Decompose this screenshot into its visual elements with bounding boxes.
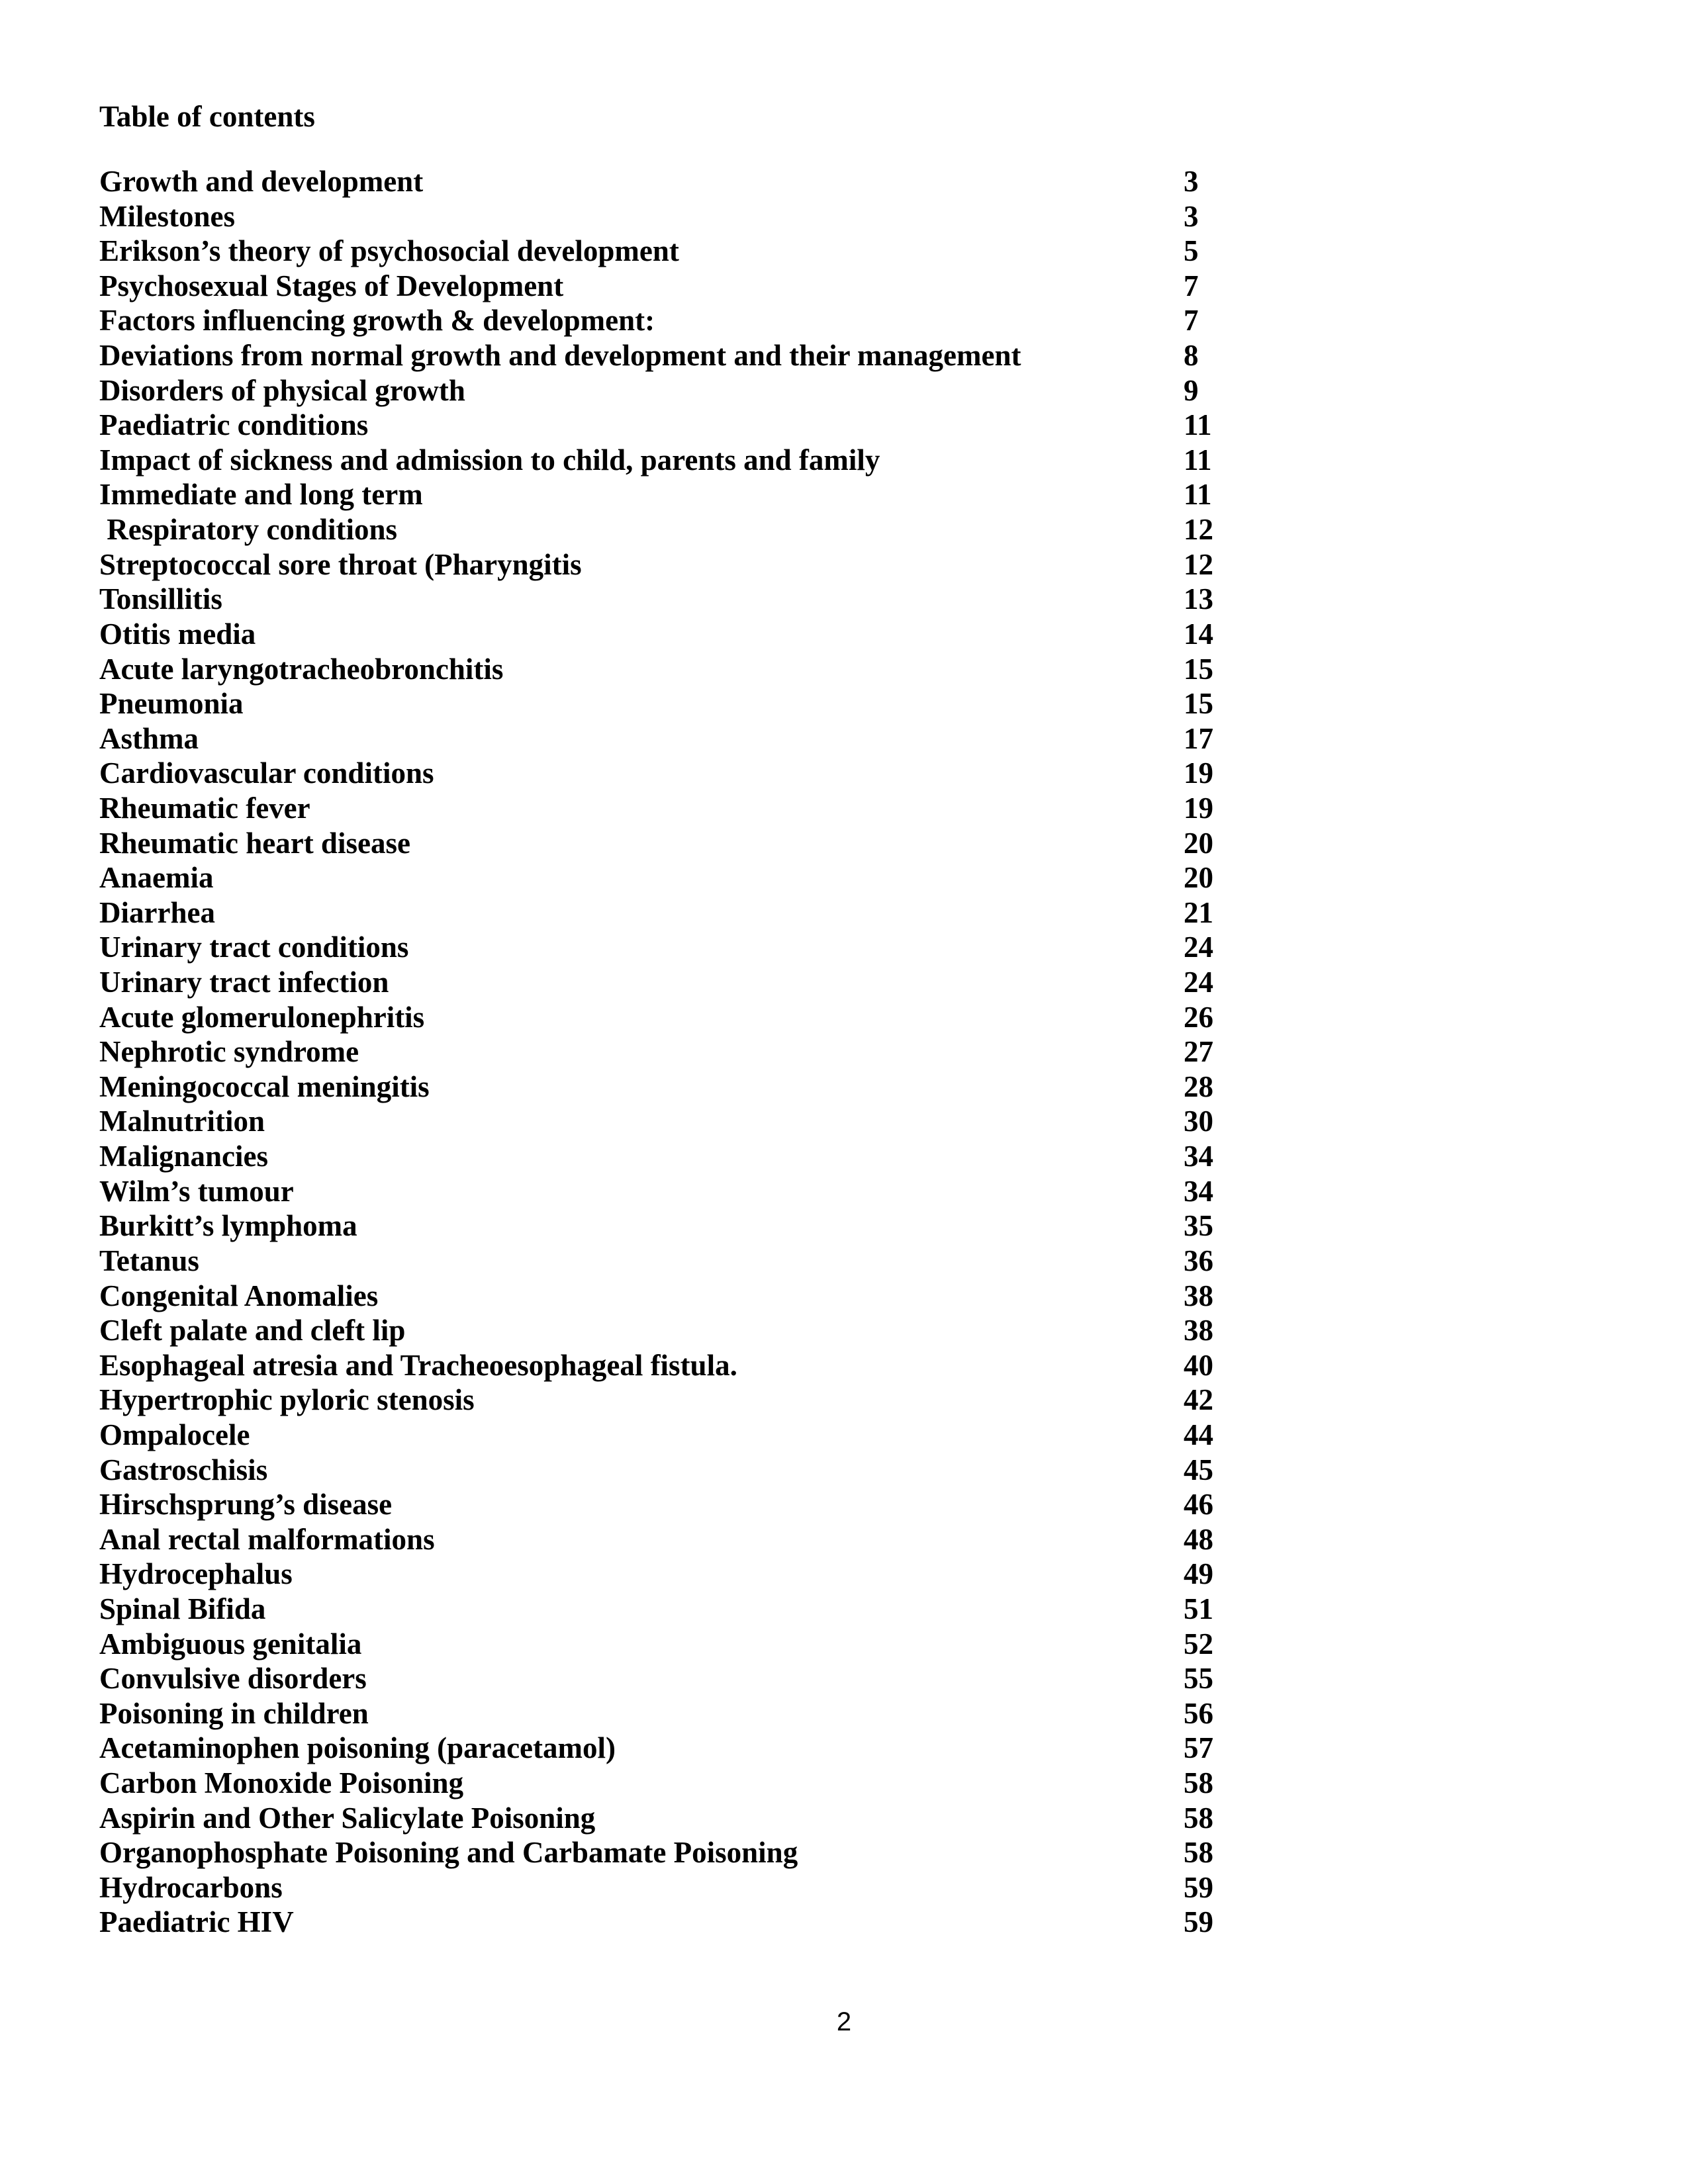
toc-entry-page-number: 44 [1184, 1418, 1213, 1451]
toc-entry [99, 1104, 1238, 1139]
toc-entry-page-number: 19 [1184, 756, 1213, 790]
toc-entry [99, 1000, 1238, 1035]
toc-entry [99, 1801, 1238, 1836]
toc-entry [99, 826, 1238, 861]
toc-entry-page-number: 55 [1184, 1662, 1213, 1696]
toc-entry-page-number: 3 [1184, 165, 1199, 198]
toc-entry [99, 1592, 1238, 1627]
toc-entry-title: Malignancies [99, 1140, 268, 1173]
toc-entry [99, 408, 1238, 443]
toc-entry [99, 582, 1238, 617]
toc-entry [99, 930, 1238, 965]
toc-entry-title: Esophageal atresia and Tracheoesophageal fistula. [99, 1348, 737, 1382]
toc-entry-title: Meningococcal meningitis [99, 1069, 430, 1103]
toc-entry-title: Streptococcal sore throat (Pharyngitis [99, 547, 582, 581]
toc-entry-title: Urinary tract infection [99, 966, 389, 999]
toc-entry-page-number: 15 [1184, 687, 1213, 721]
toc-entry-page-number: 12 [1184, 547, 1213, 581]
toc-entry-title: Impact of sickness and admission to child, parents and family [99, 443, 880, 477]
toc-entry-title: Hirschsprung’s disease [99, 1488, 393, 1522]
toc-entry-title: Carbon Monoxide Poisoning [99, 1766, 464, 1800]
toc-entry-title: Respiratory conditions [99, 513, 397, 547]
toc-entry [99, 1174, 1238, 1209]
toc-entry-page-number: 11 [1184, 408, 1212, 442]
toc-entry [99, 1487, 1238, 1522]
toc-entry-title: Burkitt’s lymphoma [99, 1209, 357, 1243]
toc-entry-page-number: 9 [1184, 373, 1199, 407]
toc-entry-title: Acute glomerulonephritis [99, 1000, 425, 1034]
toc-entry-page-number: 7 [1184, 269, 1199, 302]
toc-entry-title: Psychosexual Stages of Development [99, 269, 564, 302]
toc-entry [99, 860, 1238, 895]
toc-entry-title: Tonsillitis [99, 582, 222, 616]
toc-entry [99, 965, 1238, 1000]
toc-entry-title: Poisoning in children [99, 1696, 369, 1730]
toc-entry-page-number: 13 [1184, 582, 1213, 616]
toc-entry-title: Rheumatic fever [99, 791, 310, 825]
toc-entry-page-number: 51 [1184, 1592, 1213, 1625]
toc-entry [99, 1034, 1238, 1069]
toc-entry-page-number: 5 [1184, 234, 1199, 268]
toc-entry-page-number: 17 [1184, 721, 1213, 755]
toc-entry-title: Aspirin and Other Salicylate Poisoning [99, 1801, 596, 1835]
toc-entry-page-number: 19 [1184, 791, 1213, 825]
toc-entry [99, 1313, 1238, 1348]
toc-entry-title: Paediatric conditions [99, 408, 369, 442]
toc-entry [99, 1279, 1238, 1314]
toc-entry-page-number: 21 [1184, 895, 1213, 929]
toc-entry-title: Paediatric HIV [99, 1905, 294, 1939]
toc-entry-page-number: 20 [1184, 826, 1213, 860]
toc-entry [99, 338, 1238, 373]
toc-entry-title: Congenital Anomalies [99, 1279, 379, 1312]
toc-entry [99, 1383, 1238, 1418]
toc-entry-page-number: 14 [1184, 617, 1213, 651]
toc-entry-page-number: 48 [1184, 1522, 1213, 1556]
toc-entry-title: Urinary tract conditions [99, 931, 409, 964]
toc-entry-page-number: 40 [1184, 1348, 1213, 1382]
toc-entry-page-number: 57 [1184, 1731, 1213, 1765]
toc-entry [99, 1522, 1238, 1557]
toc-entry-title: Spinal Bifida [99, 1592, 266, 1625]
toc-entry-page-number: 28 [1184, 1069, 1213, 1103]
toc-entry [99, 164, 1238, 199]
toc-entry [99, 1870, 1238, 1905]
toc-entry [99, 1557, 1238, 1592]
toc-entry [99, 1731, 1238, 1766]
page-number: 2 [836, 2007, 852, 2036]
toc-entry [99, 234, 1238, 269]
toc-entry-page-number: 26 [1184, 1000, 1213, 1034]
toc-entry-page-number: 45 [1184, 1453, 1213, 1486]
toc-entry-page-number: 24 [1184, 966, 1213, 999]
toc-entry-title: Gastroschisis [99, 1453, 268, 1486]
toc-entry [99, 1696, 1238, 1731]
toc-entry-title: Pneumonia [99, 687, 244, 721]
toc-entry-title: Milestones [99, 199, 235, 233]
toc-entry-title: Cleft palate and cleft lip [99, 1314, 406, 1347]
toc-entry-page-number: 58 [1184, 1836, 1213, 1870]
toc-heading: Table of contents [99, 100, 315, 133]
toc-entry [99, 791, 1238, 826]
toc-entry [99, 303, 1238, 338]
toc-entry [99, 1208, 1238, 1244]
toc-entry-title: Otitis media [99, 617, 256, 651]
toc-entry-page-number: 15 [1184, 652, 1213, 686]
toc-entry-title: Ambiguous genitalia [99, 1627, 362, 1661]
toc-entry [99, 895, 1238, 931]
toc-entry [99, 652, 1238, 687]
toc-entry [99, 1139, 1238, 1174]
toc-entry-page-number: 58 [1184, 1801, 1213, 1835]
toc-entry-title: Acetaminophen poisoning (paracetamol) [99, 1731, 616, 1765]
toc-entry-page-number: 11 [1184, 443, 1212, 477]
toc-entry-title: Wilm’s tumour [99, 1174, 294, 1208]
toc-entry [99, 477, 1238, 512]
toc-entry-page-number: 34 [1184, 1140, 1213, 1173]
toc-entry-title: Convulsive disorders [99, 1662, 367, 1696]
toc-entry-title: Acute laryngotracheobronchitis [99, 652, 504, 686]
toc-entry [99, 1661, 1238, 1696]
toc-entry-title: Hypertrophic pyloric stenosis [99, 1383, 475, 1417]
toc-entry-title: Disorders of physical growth [99, 373, 465, 407]
toc-entry-title: Growth and development [99, 165, 424, 198]
toc-entry-title: Hydrocarbons [99, 1870, 283, 1904]
toc-entry-page-number: 8 [1184, 339, 1199, 373]
toc-entry [99, 547, 1238, 582]
toc-entry-page-number: 58 [1184, 1766, 1213, 1800]
toc-entry [99, 686, 1238, 721]
toc-entry-page-number: 59 [1184, 1905, 1213, 1939]
toc-entry-title: Erikson’s theory of psychosocial development [99, 234, 679, 268]
toc-entry-title: Anal rectal malformations [99, 1522, 435, 1556]
toc-entry-page-number: 3 [1184, 199, 1199, 233]
toc-entry-page-number: 7 [1184, 304, 1199, 338]
toc-entry-title: Organophosphate Poisoning and Carbamate Poisoning [99, 1836, 798, 1870]
toc-entry [99, 1418, 1238, 1453]
toc-entry-page-number: 38 [1184, 1314, 1213, 1347]
toc-entry-page-number: 30 [1184, 1105, 1213, 1138]
toc-entry-page-number: 27 [1184, 1035, 1213, 1069]
toc-entry-title: Rheumatic heart disease [99, 826, 410, 860]
toc-entry-title: Tetanus [99, 1244, 199, 1277]
toc-entry-title: Asthma [99, 721, 199, 755]
toc-list [99, 164, 1238, 1940]
toc-entry [99, 512, 1238, 547]
toc-entry-title: Factors influencing growth & development: [99, 304, 655, 338]
toc-entry-page-number: 42 [1184, 1383, 1213, 1417]
toc-entry [99, 443, 1238, 478]
toc-entry [99, 1244, 1238, 1279]
toc-entry-page-number: 56 [1184, 1696, 1213, 1730]
toc-entry [99, 756, 1238, 791]
toc-entry [99, 1453, 1238, 1488]
toc-entry-page-number: 59 [1184, 1870, 1213, 1904]
toc-entry-title: Anaemia [99, 861, 214, 895]
toc-entry [99, 1069, 1238, 1105]
toc-entry [99, 1766, 1238, 1801]
toc-entry-title: Ompalocele [99, 1418, 250, 1451]
toc-entry-page-number: 46 [1184, 1488, 1213, 1522]
toc-entry [99, 1905, 1238, 1940]
toc-entry-page-number: 11 [1184, 478, 1212, 512]
toc-entry-title: Nephrotic syndrome [99, 1035, 359, 1069]
toc-entry [99, 1835, 1238, 1870]
toc-entry-title: Cardiovascular conditions [99, 756, 434, 790]
toc-entry-page-number: 24 [1184, 931, 1213, 964]
toc-entry-page-number: 34 [1184, 1174, 1213, 1208]
toc-entry-page-number: 49 [1184, 1557, 1213, 1591]
toc-entry [99, 721, 1238, 756]
toc-entry [99, 617, 1238, 652]
toc-entry-title: Hydrocephalus [99, 1557, 293, 1591]
toc-entry [99, 373, 1238, 408]
toc-entry-page-number: 35 [1184, 1209, 1213, 1243]
toc-entry-page-number: 36 [1184, 1244, 1213, 1277]
toc-entry-title: Diarrhea [99, 895, 215, 929]
toc-entry [99, 1348, 1238, 1383]
toc-entry [99, 269, 1238, 304]
toc-entry-page-number: 12 [1184, 513, 1213, 547]
toc-entry-title: Deviations from normal growth and development and their management [99, 339, 1021, 373]
toc-entry [99, 1627, 1238, 1662]
toc-entry-title: Malnutrition [99, 1105, 265, 1138]
toc-entry [99, 199, 1238, 234]
toc-entry-page-number: 38 [1184, 1279, 1213, 1312]
toc-entry-title: Immediate and long term [99, 478, 423, 512]
toc-entry-page-number: 20 [1184, 861, 1213, 895]
toc-entry-page-number: 52 [1184, 1627, 1213, 1661]
